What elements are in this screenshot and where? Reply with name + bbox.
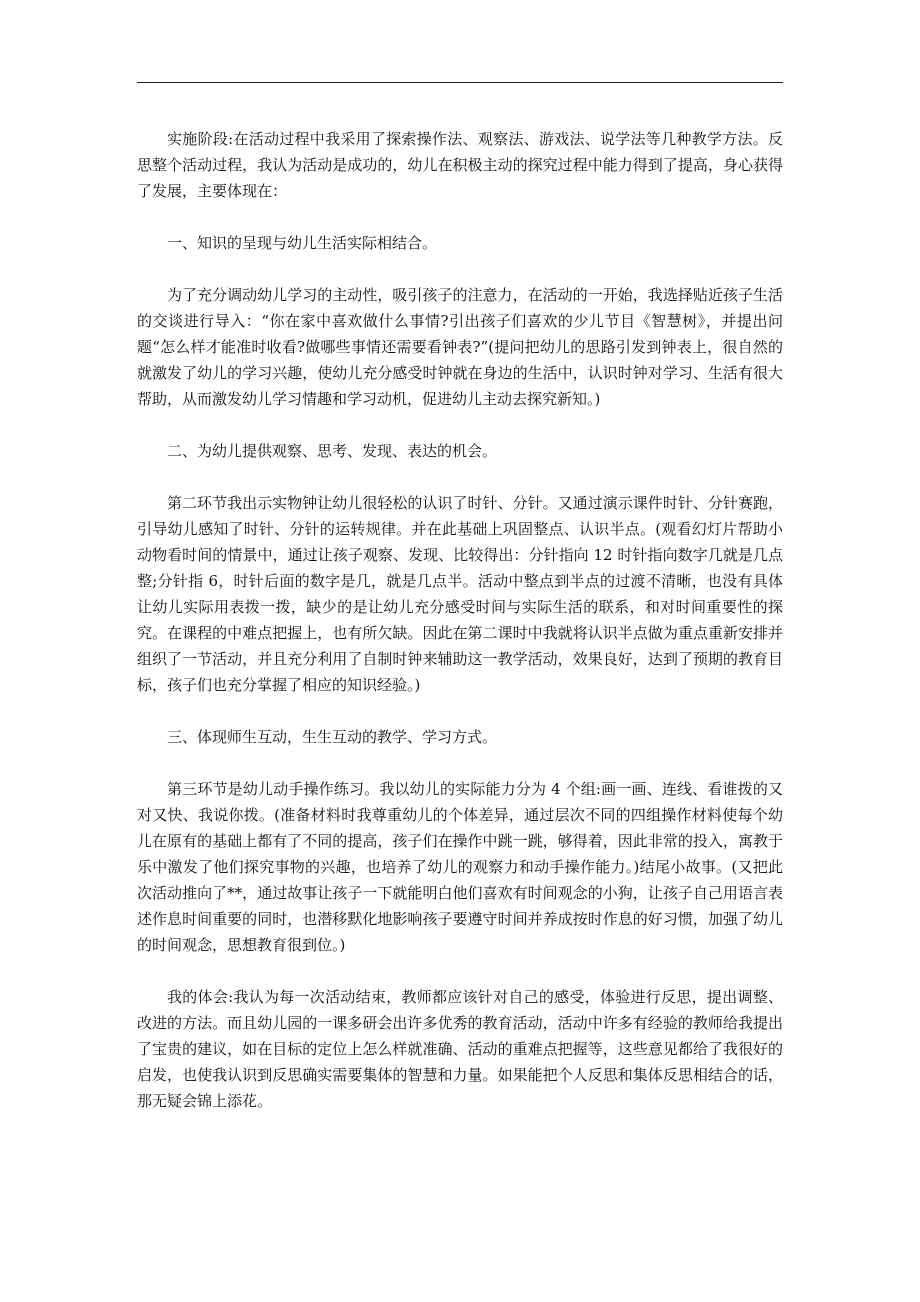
- paragraph-reflection: 我的体会:我认为每一次活动结束，教师都应该针对自己的感受，体验进行反思，提出调整、改进的方法。而且幼儿园的一课多研会出许多优秀的教育活动，活动中许多有经验的教师给我提出了宝贵的建议，如在目标的定位上怎么样就准确、活动的重难点把握等，这些意见都给了我很好的启发，也使我认识到反思确实需要集体的智慧和力量。如果能把个人反思和集体反思相结合的话，那无疑会锦上添花。: [137, 988, 783, 1110]
- section-heading-1: 一、知识的呈现与幼儿生活实际相结合。: [167, 234, 438, 252]
- paragraph-section-3: 第三环节是幼儿动手操作练习。我以幼儿的实际能力分为 4 个组:画一画、连线、看谁拨的又对又快、我说你拨。(准备材料时我尊重幼儿的个体差异，通过层次不同的四组操作材料使每个幼儿在原有的基础上都有了不同的提高，孩子们在操作中跳一跳，够得着，因此非常的投入，寓教于乐中激发了他们探究事物的兴趣，也培养了幼儿的观察力和动手操作能力。)结尾小故事。(又把此次活动推向了**，通过故事让孩子一下就能明白他们喜欢有时间观念的小狗，让孩子自己用语言表述作息时间重要的同时，也潜移默化地影响孩子要遵守时间并养成按时作息的好习惯，加强了幼儿的时间观念，思想教育很到位。): [137, 780, 783, 954]
- paragraph-section-1: 为了充分调动幼儿学习的主动性，吸引孩子的注意力，在活动的一开始，我选择贴近孩子生活的交谈进行导入：“你在家中喜欢做什么事情?引出孩子们喜欢的少儿节目《智慧树》，并提出问题“怎么样才能准时收看?做哪些事情还需要看钟表?”(提问把幼儿的思路引发到钟表上，很自然的就激发了幼儿的学习兴趣，使幼儿充分感受时钟就在身边的生活中，认识时钟对学习、生活有很大帮助，从而激发幼儿学习情趣和学习动机，促进幼儿主动去探究新知。): [137, 286, 783, 408]
- paragraph-implementation: 实施阶段:在活动过程中我采用了探索操作法、观察法、游戏法、说学法等几种教学方法。反思整个活动过程，我认为活动是成功的，幼儿在积极主动的探究过程中能力得到了提高，身心获得了发展，主要体现在：: [137, 130, 783, 200]
- section-heading-3: 三、体现师生互动，生生互动的教学、学习方式。: [167, 728, 498, 746]
- header-rule: [137, 82, 783, 83]
- paragraph-section-2: 第二环节我出示实物钟让幼儿很轻松的认识了时针、分针。又通过演示课件时针、分针赛跑，引导幼儿感知了时针、分针的运转规律。并在此基础上巩固整点、认识半点。(观看幻灯片帮助小动物看时间的情景中，通过让孩子观察、发现、比较得出：分针指向 12 时针指向数字几就是几点整;分针指 6，时针后面的数字是几，就是几点半。活动中整点到半点的过渡不清晰，也没有具体让幼儿实际用表拨一拨，缺少的是让幼儿充分感受时间与实际生活的联系，和对时间重要性的探究。在课程的中难点把握上，也有所欠缺。因此在第二课时中我就将认识半点做为重点重新安排并组织了一节活动，并且充分利用了自制时钟来辅助这一教学活动，效果良好，达到了预期的教育目标，孩子们也充分掌握了相应的知识经验。): [137, 494, 783, 694]
- section-heading-2: 二、为幼儿提供观察、思考、发现、表达的机会。: [167, 442, 498, 460]
- document-body: [137, 126, 783, 1114]
